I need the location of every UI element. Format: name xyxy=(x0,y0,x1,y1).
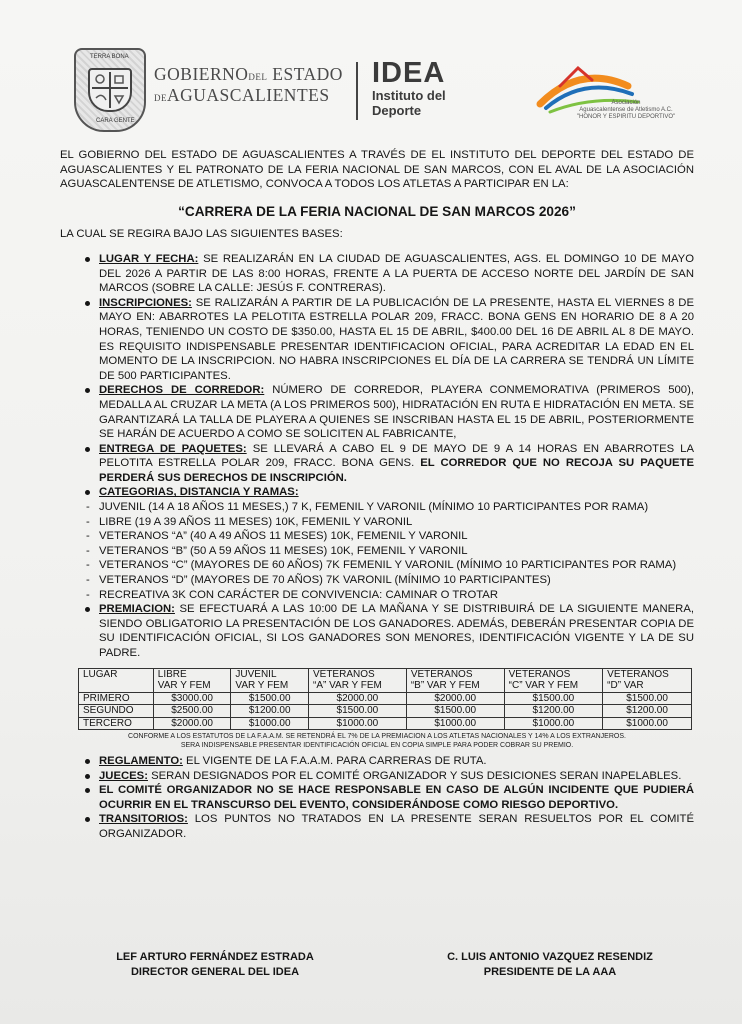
prize-note-line-2: SERA INDISPENSABLE PRESENTAR IDENTIFICACIÓN OFICIAL EN COPIA SIMPLE PARA PODER COBRAR SU PREMIO. xyxy=(180,742,574,750)
base-text: SERAN DESIGNADOS POR EL COMITÉ ORGANIZADOR Y SUS DESICIONES SERAN INAPELABLES. xyxy=(147,769,682,782)
base-transitorios xyxy=(84,812,694,841)
base-keyword: DERECHOS DE CORREDOR: xyxy=(99,384,265,397)
category-item: - VETERANOS “D” (MAYORES DE 70 AÑOS) 7K VARONIL (MÍNIMO 10 PARTICIPANTES) xyxy=(84,573,694,588)
signature-right xyxy=(420,950,680,980)
bases-list-continued xyxy=(84,754,694,842)
gov-word-aguascalientes: AGUASCALIENTES xyxy=(167,85,330,105)
prize-amount-cell: $1500.00 xyxy=(308,705,406,718)
idea-title: IDEA xyxy=(372,57,446,89)
prize-header-cell: LIBRE VAR Y FEM xyxy=(153,668,231,692)
idea-logo xyxy=(372,58,446,118)
prize-place-cell: PRIMERO xyxy=(79,692,154,705)
coat-of-arms-icon xyxy=(74,48,146,132)
base-text: SE LLEVARÁ A CABO EL 9 DE MAYO DE 9 A 14 HORAS EN ABARROTES LA PELOTITA ESTRELLA POLAR 209, FRACC. BONA GENS. xyxy=(99,442,694,470)
base-keyword: ENTREGA DE PAQUETES: xyxy=(99,442,247,455)
prize-amount-cell: $1200.00 xyxy=(231,705,309,718)
base-keyword: REGLAMENTO: xyxy=(99,755,183,768)
prize-header-cell: JUVENIL VAR Y FEM xyxy=(231,668,309,692)
prize-amount-cell: $1000.00 xyxy=(406,717,504,730)
category-item: - RECREATIVA 3K CON CARÁCTER DE CONVIVENCIA: CAMINAR O TROTAR xyxy=(84,588,694,603)
base-entrega xyxy=(84,442,694,486)
prize-table xyxy=(78,668,692,731)
table-row xyxy=(79,717,692,730)
prize-amount-cell: $1000.00 xyxy=(231,717,309,730)
signature-left xyxy=(100,950,330,980)
base-text: NÚMERO DE CORREDOR, PLAYERA CONMEMORATIVA (PRIMEROS 500), MEDALLA AL CRUZAR LA META (A LOS PRIMEROS 500), HIDRATACIÓN EN RUTA E HIDRATACIÓN EN META. SE GARANTIZARÁ LA TALLA DE PLAYERA A QUIENES SE INSCRIBAN HASTA EL 15 DE ABRIL, POSTERIORMENTE SE HARÁN DE ACUERDO A COMO SE SOLICITEN AL FABRICANTE, xyxy=(99,384,694,441)
prize-note xyxy=(60,732,694,750)
signature-left-title: DIRECTOR GENERAL DEL IDEA xyxy=(130,966,300,978)
coat-ribbon-top: TERRA BONA xyxy=(90,54,129,60)
prize-amount-cell: $1500.00 xyxy=(504,692,603,705)
category-item: - VETERANOS “B” (50 A 59 AÑOS 11 MESES) 10K, FEMENIL Y VARONIL xyxy=(84,544,694,559)
aaa-caption-1: Asociación xyxy=(611,100,641,106)
base-comite xyxy=(84,783,694,812)
table-row xyxy=(79,705,692,718)
intro-paragraph: EL GOBIERNO DEL ESTADO DE AGUASCALIENTES A TRAVÉS DE EL INSTITUTO DEL DEPORTE DEL ESTADO DE AGUASCALIENTES Y EL PATRONATO DE LA FERIA NACIONAL DE SAN MARCOS, CON EL AVAL DE LA ASOCIACIÓN AGUASCALENTENSE DE ATLETISMO, CONVOCA A TODOS LOS ATLETAS A PARTICIPAR EN LA: xyxy=(60,149,694,191)
prize-amount-cell: $1000.00 xyxy=(308,717,406,730)
base-keyword: LUGAR Y FECHA: xyxy=(99,252,199,265)
prize-note-line-1: CONFORME A LOS ESTATUTOS DE LA F.A.A.M. SE RETENDRÁ EL 7% DE LA PREMIACION A LOS ATLETAS NACIONALES Y 14% A LOS EXTRANJEROS. xyxy=(128,733,626,741)
event-title: “CARRERA DE LA FERIA NACIONAL DE SAN MARCOS 2026” xyxy=(178,203,576,219)
base-text: SE REALIZARÁN EN LA CIUDAD DE AGUASCALIENTES, AGS. EL DOMINGO 10 DE MAYO DEL 2026 A PARTIR DE LAS 8:00 HORAS, FRENTE A LA PUERTA DE ACCESO NORTE DEL JARDÍN DE SAN MARCOS (SOBRE LA CALLE: JESÚS F. CONTRERAS). xyxy=(99,252,694,295)
base-text: SE RALIZARÁN A PARTIR DE LA PUBLICACIÓN DE LA PRESENTE, HASTA EL VIERNES 8 DE MAYO EN: ABARROTES LA PELOTITA ESTRELLA POLAR 209, FRACC. BONA GENS EN HORARIO DE 8 A 20 HORAS, TENIENDO UN COSTO DE $350.00, HASTA EL 15 DE ABRIL, $400.00 DEL 16 DE ABRIL AL 8 DE MAYO. ES REQUISITO INDISPENSABLE PRESENTAR IDENTIFICACION OFICIAL, PARA ACREDITAR LA EDAD EN EL MOMENTO DE LA INSCRIPCION. NO HABRA INSCRIPCIONES EL DÍA DE LA CARRERA SE TENDRÁ UN LÍMITE DE 500 PARTICIPANTES. xyxy=(99,296,694,382)
base-text: SE EFECTUARÁ A LAS 10:00 DE LA MAÑANA Y SE DISTRIBUIRÁ DE LA SIGUIENTE MANERA, SIENDO OBLIGATORIO LA PRESENTACIÓN DE LOS GANADORES. ADEMÁS, DEBERÁN PRESENTAR COPIA DE SU IDENTIFICACIÓN OFICIAL, SI LOS GANADORES SON MENORES, IDENTIFICACIÓN VIGENTE Y LA DE SU PADRE. xyxy=(99,603,694,659)
logo-divider xyxy=(356,62,358,120)
idea-subtitle-1: Instituto del xyxy=(372,88,446,103)
base-keyword: JUECES: xyxy=(99,769,148,782)
gov-word-estado: ESTADO xyxy=(272,64,343,84)
prize-header-cell: VETERANOS “D” VAR xyxy=(603,668,692,692)
base-keyword: PREMIACION: xyxy=(99,603,175,616)
prize-amount-cell: $1500.00 xyxy=(231,692,309,705)
prize-amount-cell: $2500.00 xyxy=(153,705,231,718)
prize-place-cell: SEGUNDO xyxy=(79,705,154,718)
signature-left-name: LEF ARTURO FERNÁNDEZ ESTRADA xyxy=(116,951,314,963)
prize-amount-cell: $1000.00 xyxy=(603,717,692,730)
base-text: EL VIGENTE DE LA F.A.A.M. PARA CARRERAS DE RUTA. xyxy=(182,755,487,768)
prize-amount-cell: $1200.00 xyxy=(603,705,692,718)
category-item: - LIBRE (19 A 39 AÑOS 11 MESES) 10K, FEMENIL Y VARONIL xyxy=(84,515,694,530)
prize-table-header-row xyxy=(79,668,692,692)
prize-amount-cell: $3000.00 xyxy=(153,692,231,705)
prize-amount-cell: $1000.00 xyxy=(504,717,603,730)
base-text-bold: EL CORREDOR QUE NO RECOJA SU PAQUETE PERDERÁ SUS DERECHOS DE INSCRIPCIÓN. xyxy=(99,457,694,484)
signature-right-name: C. LUIS ANTONIO VAZQUEZ RESENDIZ xyxy=(447,951,653,963)
prize-amount-cell: $1500.00 xyxy=(406,705,504,718)
aaa-athletics-logo-icon xyxy=(520,56,660,136)
prize-amount-cell: $2000.00 xyxy=(308,692,406,705)
coat-ribbon-bottom: CARA GENTE xyxy=(96,118,135,124)
base-keyword: TRANSITORIOS: xyxy=(99,813,188,826)
signature-right-title: PRESIDENTE DE LA AAA xyxy=(483,966,617,978)
idea-subtitle-2: Deporte xyxy=(372,103,422,118)
prize-amount-cell: $1500.00 xyxy=(603,692,692,705)
prize-header-cell: VETERANOS “B” VAR Y FEM xyxy=(406,668,504,692)
coat-shield xyxy=(88,68,132,112)
convocatoria-body xyxy=(60,148,694,842)
aaa-logo-caption xyxy=(566,100,686,121)
base-categorias xyxy=(84,485,694,500)
category-item: - JUVENIL (14 A 18 AÑOS 11 MESES,) 7 K, FEMENIL Y VARONIL (MÍNIMO 10 PARTICIPANTES POR RAMA) xyxy=(84,500,694,515)
shield-cross-icon xyxy=(90,70,130,110)
bases-intro: LA CUAL SE REGIRA BAJO LAS SIGUIENTES BASES: xyxy=(60,228,343,241)
base-premiacion xyxy=(84,602,694,660)
header-logos xyxy=(0,40,742,140)
base-jueces xyxy=(84,769,694,784)
aaa-caption-2: Aguascalentense de Atletismo A.C. xyxy=(579,107,673,113)
base-text-bold: EL COMITÉ ORGANIZADOR NO SE HACE RESPONSABLE EN CASO DE ALGÚN INCIDENTE QUE PUDIERÁ OCURRIR EN EL TRANSCURSO DEL EVENTO, CONSIDERÁNDOSE COMO RIESGO DEPORTIVO. xyxy=(99,784,694,811)
base-keyword: INSCRIPCIONES: xyxy=(99,296,192,309)
base-inscripciones xyxy=(84,296,694,384)
gov-word-gobierno: GOBIERNO xyxy=(154,64,249,84)
prize-header-cell: LUGAR xyxy=(79,668,154,692)
bases-list xyxy=(84,252,694,661)
category-item: - VETERANOS “A” (40 A 49 AÑOS 11 MESES) 10K, FEMENIL Y VARONIL xyxy=(84,529,694,544)
category-item: - VETERANOS “C” (MAYORES DE 60 AÑOS) 7K FEMENIL Y VARONIL (MÍNIMO 10 PARTICIPANTES POR RAMA) xyxy=(84,558,694,573)
prize-amount-cell: $2000.00 xyxy=(406,692,504,705)
table-row xyxy=(79,692,692,705)
prize-place-cell: TERCERO xyxy=(79,717,154,730)
gov-word-de: DE xyxy=(154,93,167,103)
base-reglamento xyxy=(84,754,694,769)
base-lugar-fecha xyxy=(84,252,694,296)
base-text: LOS PUNTOS NO TRATADOS EN LA PRESENTE SERAN RESUELTOS POR EL COMITÉ ORGANIZADOR. xyxy=(99,813,694,841)
gov-word-del: DEL xyxy=(248,72,268,82)
prize-header-cell: VETERANOS “A” VAR Y FEM xyxy=(308,668,406,692)
prize-amount-cell: $2000.00 xyxy=(153,717,231,730)
prize-amount-cell: $1200.00 xyxy=(504,705,603,718)
prize-header-cell: VETERANOS “C” VAR Y FEM xyxy=(504,668,603,692)
base-derechos xyxy=(84,383,694,441)
base-keyword: CATEGORIAS, DISTANCIA Y RAMAS: xyxy=(99,486,299,499)
aaa-caption-3: "HONOR Y ESPIRITU DEPORTIVO" xyxy=(576,114,676,120)
government-logo-text xyxy=(154,64,343,106)
